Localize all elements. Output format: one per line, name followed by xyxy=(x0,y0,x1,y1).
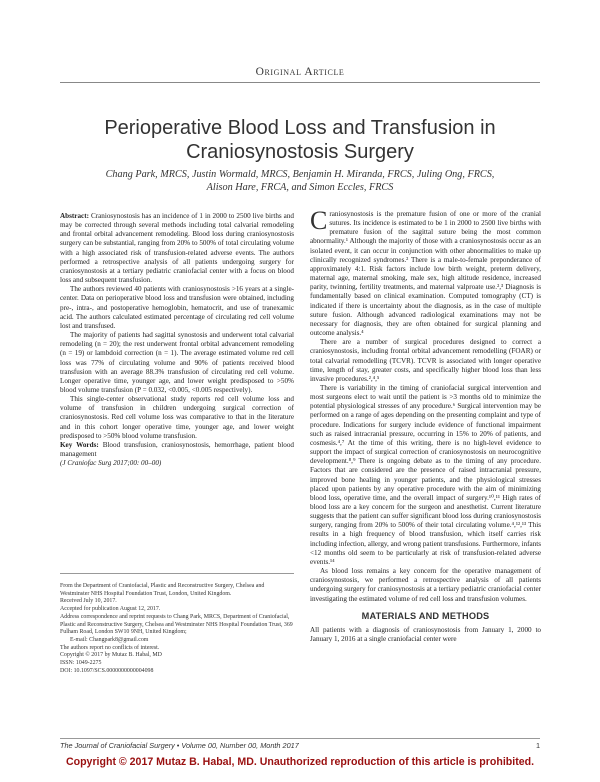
title-line-1: Perioperative Blood Loss and Transfusion in xyxy=(104,117,496,139)
intro-paragraph-4: As blood loss remains a key concern for the operative management of craniosynostosis, we performed a retrospective analysis of all patients undergoing surgery for craniosynostosis at a tertiary pediatric craniofacial center investigating the estimated volume of red cell loss and transfusion volumes. xyxy=(310,567,541,603)
drop-cap: C xyxy=(310,206,328,235)
citation: (J Craniofac Surg 2017;00: 00–00) xyxy=(60,459,162,468)
affil-from: From the Department of Craniofacial, Plastic and Reconstructive Surgery, Chelsea and Westminster NHS Hospital Foundation Trust, London, United Kingdom. xyxy=(60,583,265,597)
affil-email: E-mail: Changpark8@gmail.com xyxy=(70,636,149,643)
abstract-column xyxy=(60,212,294,468)
abstract-label: Abstract: xyxy=(60,212,89,220)
affil-address: Address correspondence and reprint requests to Chang Park, MRCS, Department of Craniofacial, Plastic and Reconstructive Surgery, Chelsea and Westminster NHS Hospital Foundation Trust, 369 Fulham Road, London SW10 9NH, United Kingdom; xyxy=(60,613,293,636)
abstract-divider xyxy=(60,573,294,574)
keywords-text: Blood transfusion, craniosynostosis, hemorrhage, patient blood management xyxy=(60,440,294,459)
abstract-paragraph-2: The authors reviewed 40 patients with craniosynostosis >16 years at a single-center. Data on perioperative blood loss and transfusion were obtained, including pre-, intra-, and postoperative hemoglobin, hematocrit, and use of tranexamic acid. The authors calculated estimated percentage of circulating red cell volume lost and transfused. xyxy=(60,285,294,330)
methods-paragraph-1: All patients with a diagnosis of craniosynostosis from January 1, 2000 to January 1, 2016 at a single craniofacial center were xyxy=(310,625,541,644)
methods-heading: MATERIALS AND METHODS xyxy=(361,610,490,621)
section-divider xyxy=(60,82,540,83)
page-number: 1 xyxy=(535,741,540,750)
keywords-label: Key Words: xyxy=(60,440,99,449)
footer-divider xyxy=(60,738,540,739)
abstract-paragraph-1 xyxy=(60,212,294,285)
affil-issn: ISSN: 1049-2275 xyxy=(60,660,102,667)
abstract-text-1: Craniosynostosis has an incidence of 1 in 2000 to 2500 live births and may be corrected through several methods including total calvarial remodeling and frontal orbital advancement remodeling. Blood loss during craniosynostosis surgery can be substantial, ranging from 20% to 500% of total circulating volume with a high associated risk of transfusion-related adverse events. The authors performed a retrospective analysis of all patients undergoing surgery for craniosynostosis at a tertiary pediatric craniofacial center with a focus on blood loss and subsequent transfusion. xyxy=(60,212,294,285)
affil-received: Received July 10, 2017. xyxy=(60,598,117,605)
author-list xyxy=(60,169,540,194)
intro-paragraph-3: There is variability in the timing of craniofacial surgical intervention and most surgeons elect to wait until the patient is >3 months old to minimize the potential physiological stresses of any procedure.⁶ Surgical intervention may be performed on a range of ages depending on the presenting complaint and type of procedure. Indications for surgery include evidence of functional impairment such as raised intracranial pressure, occurring in 15% to 20% of patients, and cosmesis.⁴,⁷ At the time of this writing, there is no high-level evidence to support the impact of surgical correction of craniosynostosis on neurocognitive development.⁸,⁹ There is ongoing debate as to the timing of any procedure. Factors that are considered are the presence of raised intracranial pressure, improved bone healing in younger patients, and the physiological stresses placed upon patients by any operative procedure with the aim of minimizing blood loss, operative time, and the overall impact of surgery.¹⁰,¹¹ High rates of blood loss are a key concern for the surgeon and anesthetist. Current literature suggests that the patient can suffer significant blood loss during craniosynostosis surgery, ranging from 20% to 500% of their total circulating volume.⁴,¹²,¹³ This results in a high frequency of blood transfusion, which itself carries risk including infection, allergy, and wrong patient transfusions. Furthermore, infants <12 months old seem to be particularly at risk of transfusion-related adverse events.¹⁴ xyxy=(310,383,541,566)
intro-paragraph-1 xyxy=(310,206,541,338)
author-line-1: Chang Park, MRCS, Justin Wormald, MRCS, Benjamin H. Miranda, FRCS, Juling Ong, FRCS, xyxy=(105,169,495,180)
intro-text-1: raniosynostosis is the premature fusion of one or more of the cranial sutures. Its incidence is estimated to be 1 in 2000 to 2500 live births with premature fusion of the sagittal suture being the most common abnormality.¹ Although the majority of those with a craniosynostosis occur as an isolated event, it can occur in conjunction with other abnormalities to make up clinically recognized syndromes.² There is a male-to-female preponderance of approximately 4:1. Risk factors include low birth weight, preterm delivery, maternal age, maternal smoking, male sex, high altitude residence, increased parity, twinning, fertility treatments, and maternal valproate use.²,³ Diagnosis is fundamentally based on clinical examination. Computed tomography (CT) is indicated if there is uncertainty about the diagnosis, as in the case of multiple suture fusion. Although advanced radiological examinations may not be necessary for diagnosis, they are often obtained for surgical planning and outcome analysis.⁴ xyxy=(310,210,541,338)
intro-paragraph-2: There are a number of surgical procedures designed to correct a craniosynostosis, including frontal orbital advancement remodelling (FOAR) or total calvarial remodelling (TCVR). TCVR is associated with longer operative time, length of stay, greater costs, and specifically higher blood loss than less invasive procedures.²,⁴,⁵ xyxy=(310,338,541,383)
affiliations xyxy=(60,583,294,675)
affil-accepted: Accepted for publication August 12, 2017. xyxy=(60,606,161,613)
footer-journal: The Journal of Craniofacial Surgery • Volume 00, Number 00, Month 2017 xyxy=(60,741,299,750)
affil-doi: DOI: 10.1097/SCS.0000000000004098 xyxy=(60,667,154,674)
abstract-paragraph-4: This single-center observational study reports red cell volume loss and volume of transfusion in children undergoing surgical correction of craniosynostosis. Red cell volume loss was comparative to that in the literature and in this cohort longer operative time, younger age, and lower weight predisposed to >50% blood volume transfusion. xyxy=(60,395,294,440)
author-line-2: Alison Hare, FRCA, and Simon Eccles, FRCS xyxy=(206,181,394,193)
section-label: Original Article xyxy=(255,66,345,78)
affil-coi: The authors report no conflicts of interest. xyxy=(60,644,160,651)
keywords xyxy=(60,441,294,459)
article-title xyxy=(60,116,540,164)
body-column xyxy=(310,206,541,644)
copyright-banner: Copyright © 2017 Mutaz B. Habal, MD. Unauthorized reproduction of this article is prohibited. xyxy=(65,756,535,768)
affil-copyright: Copyright © 2017 by Mutaz B. Habal, MD xyxy=(60,652,162,659)
journal-footer xyxy=(60,741,540,750)
abstract-paragraph-3: The majority of patients had sagittal synostosis and underwent total calvarial remodeling (n = 20); the rest underwent frontal orbital advancement remodeling (n = 19) or lambdoid correction (n = 1). The average estimated volume red cell loss was 77% of circulating volume and 90% of patients received blood transfusion with an average 88.3% transfusion of circulating red cell volume. Longer operative time, younger age, and lower weight predisposed to >50% blood volume transfusion (P = 0.032, <0.005, <0.005 respectively). xyxy=(60,331,294,394)
title-line-2: Craniosynostosis Surgery xyxy=(186,141,414,163)
